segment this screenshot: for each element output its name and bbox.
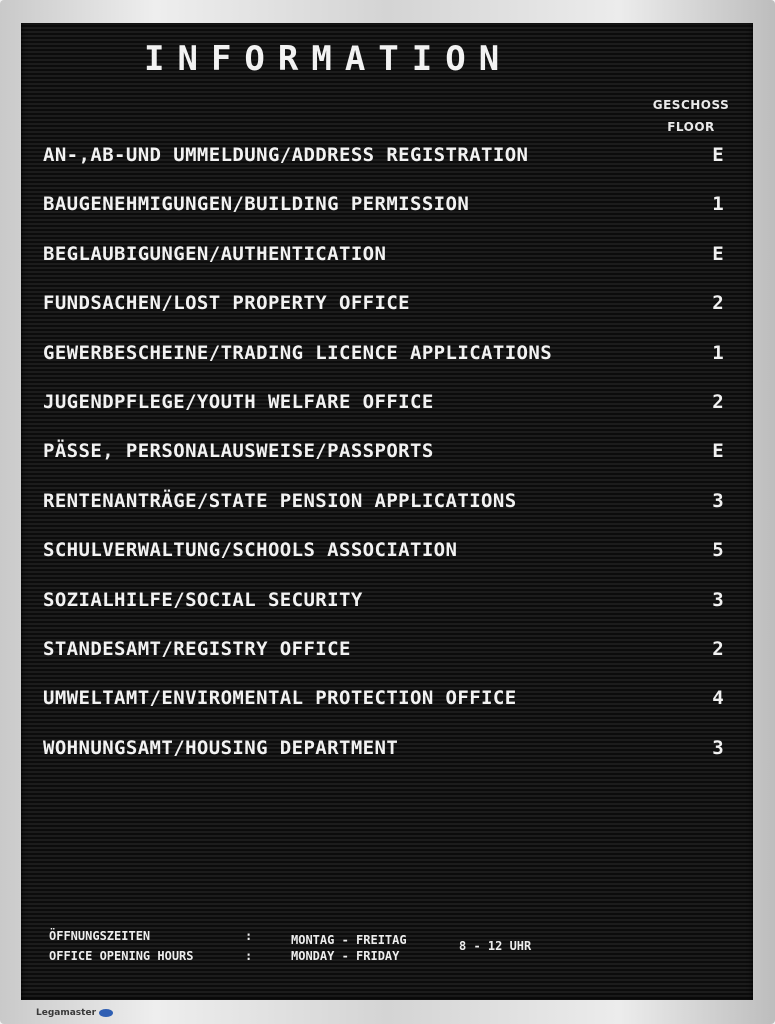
directory-row <box>43 732 743 764</box>
brand-logo <box>36 1007 113 1019</box>
directory-row <box>43 534 743 566</box>
hours-days-de: MONTAG - FREITAG <box>291 933 407 947</box>
department-name: BAUGENEHMIGUNGEN/BUILDING PERMISSION <box>43 193 470 216</box>
floor-number: 2 <box>712 391 724 413</box>
department-name: GEWERBESCHEINE/TRADING LICENCE APPLICATIONS <box>43 341 553 364</box>
floor-number: 2 <box>712 292 724 315</box>
brand-name: Legamaster <box>36 1008 97 1018</box>
directory-row <box>43 337 743 369</box>
department-name: FUNDSACHEN/LOST PROPERTY OFFICE <box>43 292 411 315</box>
board-title: INFORMATION <box>144 39 513 79</box>
floor-header-de: GESCHOSS <box>652 98 730 112</box>
department-name: RENTENANTRÄGE/STATE PENSION APPLICATIONS <box>43 489 517 512</box>
floor-number: 5 <box>712 539 724 562</box>
floor-number: 3 <box>712 588 724 611</box>
department-name: JUGENDPFLEGE/YOUTH WELFARE OFFICE <box>43 391 434 413</box>
floor-number: 1 <box>712 193 724 216</box>
directory-row <box>43 386 743 418</box>
hours-colon-2: : <box>245 949 253 963</box>
department-name: WOHNUNGSAMT/HOUSING DEPARTMENT <box>43 736 399 759</box>
floor-number: E <box>712 440 724 463</box>
hours-label-en: OFFICE OPENING HOURS <box>49 949 194 963</box>
directory-row <box>43 139 743 171</box>
department-name: AN-,AB-UND UMMELDUNG/ADDRESS REGISTRATION <box>43 144 529 166</box>
hours-days-en: MONDAY - FRIDAY <box>291 949 400 963</box>
hours-time: 8 - 12 UHR <box>459 939 532 953</box>
hours-label-de: ÖFFNUNGSZEITEN <box>49 929 151 943</box>
floor-header-en: FLOOR <box>667 120 715 134</box>
opening-hours <box>49 926 739 970</box>
department-name: UMWELTAMT/ENVIROMENTAL PROTECTION OFFICE <box>43 687 517 710</box>
floor-number: 2 <box>712 638 724 660</box>
department-name: SOZIALHILFE/SOCIAL SECURITY <box>43 588 363 611</box>
floor-number: 4 <box>712 687 724 710</box>
floor-number: E <box>712 242 724 265</box>
floor-number: 3 <box>712 489 724 512</box>
department-name: PÄSSE, PERSONALAUSWEISE/PASSPORTS <box>43 440 434 463</box>
floor-number: 1 <box>712 341 724 364</box>
directory-row <box>43 287 743 319</box>
directory-row <box>43 485 743 517</box>
hours-colon-1: : <box>245 929 253 943</box>
floor-column-header <box>641 94 741 138</box>
directory-row <box>43 633 743 665</box>
department-name: STANDESAMT/REGISTRY OFFICE <box>43 638 351 660</box>
brand-mark-icon <box>99 1009 113 1017</box>
directory-row <box>43 435 743 467</box>
department-name: BEGLAUBIGUNGEN/AUTHENTICATION <box>43 242 387 265</box>
directory-row <box>43 238 743 270</box>
department-name: SCHULVERWALTUNG/SCHOOLS ASSOCIATION <box>43 539 458 562</box>
floor-number: E <box>712 144 724 166</box>
directory-row <box>43 682 743 714</box>
letter-board <box>21 23 753 1000</box>
directory-row <box>43 188 743 220</box>
floor-number: 3 <box>712 736 724 759</box>
directory-row <box>43 584 743 616</box>
